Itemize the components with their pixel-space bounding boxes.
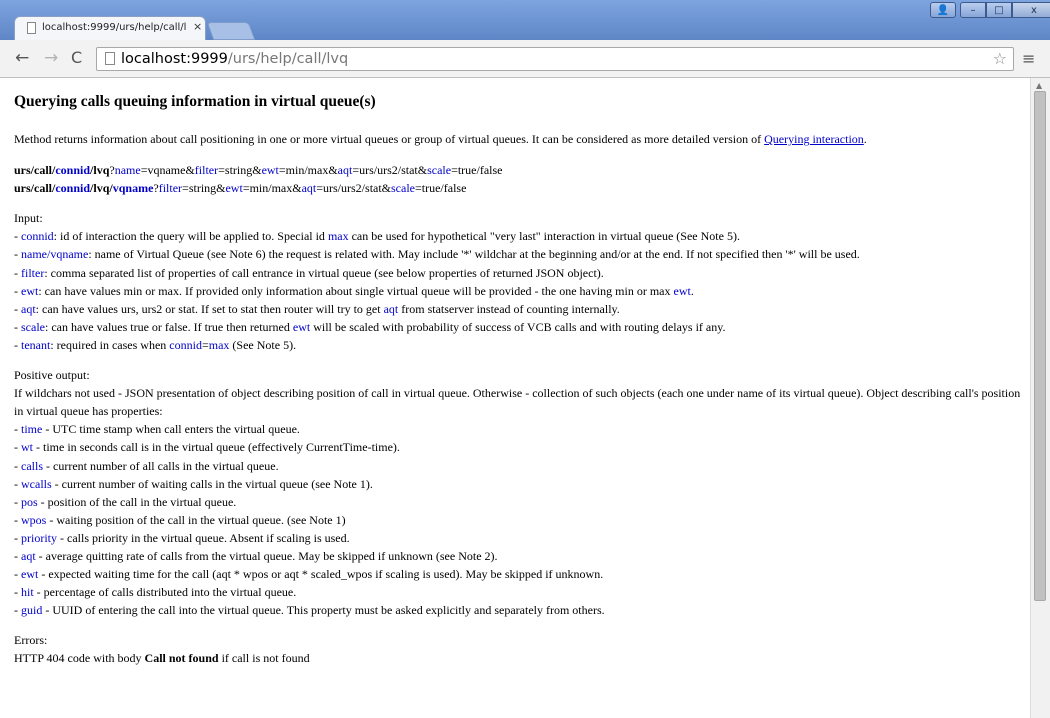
usage-line-2: urs/call/connid/lvq/vqname?filter=string&ewt=min/max&aqt=urs/urs2/stat&scale=true/false [14,181,467,196]
input-item-scale: - scale: can have values true or false. If true then returned ewt will be scaled with probability of success of VCB calls and with routing delays if any. [14,319,726,334]
forward-arrow-icon[interactable]: → [44,48,59,68]
tab-title: localhost:9999/urs/help/call/l [42,22,187,33]
output-description: If wildchars not used - JSON presentation of object describing position of call in virtual queue. Otherwise - collection of such objects (each one under name of its virtual queue). Object describing call's position in virtual queue has properties: [14,386,1021,419]
usage-line-1: urs/call/connid/lvq?name=vqname&filter=string&ewt=min/max&aqt=urs/urs2/stat&scale=true/false [14,163,503,178]
property-name: aqt [21,548,36,563]
property-name: wcalls [21,476,52,491]
property-item-time: - time - UTC time stamp when call enters the virtual queue. [14,422,300,437]
property-name: guid [21,603,43,618]
querying-interaction-link[interactable]: Querying interaction [764,132,864,146]
property-name: wpos [21,512,47,527]
url-text[interactable]: localhost:9999/urs/help/call/lvq [121,51,349,67]
property-name: priority [21,530,57,545]
input-item-ewt: - ewt: can have values min or max. If provided only information about single virtual queue will be provided - the one having min or max ewt. [14,283,694,298]
property-item-wpos: - wpos - waiting position of the call in the virtual queue. (see Note 1) [14,512,346,527]
page-icon [27,22,36,34]
page-icon [105,52,115,65]
property-item-wt: - wt - time in seconds call is in the virtual queue (effectively CurrentTime-time). [14,440,400,455]
input-item-filter: - filter: comma separated list of properties of call entrance in virtual queue (see below properties of returned JSON object). [14,265,604,280]
property-name: ewt [21,567,39,582]
property-name: pos [21,494,38,509]
input-item-tenant: - tenant: required in cases when connid=max (See Note 5). [14,337,297,352]
input-item-aqt: - aqt: can have values urs, urs2 or stat. If set to stat then router will try to get aqt from statserver instead of counting internally. [14,301,620,316]
user-icon[interactable]: 👤 [930,2,956,18]
reload-icon[interactable]: C [71,48,83,67]
property-name: time [21,422,43,437]
input-heading: Input: [14,211,43,226]
property-name: calls [21,458,43,473]
property-item-pos: - pos - position of the call in the virtual queue. [14,494,237,509]
browser-tab[interactable] [14,16,206,40]
close-button[interactable]: x [1012,2,1050,18]
vertical-scrollbar[interactable] [1030,78,1050,718]
minimize-button[interactable]: – [960,2,986,18]
errors-description: HTTP 404 code with body Call not found if call is not found [14,651,310,666]
properties-list [14,420,1026,619]
bookmark-star-icon[interactable]: ☆ [992,49,1007,68]
property-item-calls: - calls - current number of all calls in the virtual queue. [14,458,279,473]
browser-toolbar [0,40,1050,78]
property-item-priority: - priority - calls priority in the virtual queue. Absent if scaling is used. [14,530,350,545]
property-item-hit: - hit - percentage of calls distributed into the virtual queue. [14,585,297,600]
intro-paragraph: Method returns information about call positioning in one or more virtual queues or group of virtual queues. It can be considered as more detailed version of Querying interaction. [14,132,867,146]
property-item-ewt: - ewt - expected waiting time for the call (aqt * wpos or aqt * scaled_wpos if scaling is used). May be skipped if unknown. [14,567,604,582]
property-item-guid: - guid - UUID of entering the call into the virtual queue. This property must be asked explicitly and separately from others. [14,603,605,618]
page-title: Querying calls queuing information in virtual queue(s) [14,93,376,110]
tab-close-icon[interactable]: × [193,20,203,33]
window-controls [930,2,1050,20]
errors-heading: Errors: [14,633,48,648]
scroll-up-arrow-icon[interactable]: ▲ [1036,81,1043,90]
output-section [14,366,1026,619]
scrollbar-thumb[interactable] [1034,91,1046,601]
address-bar[interactable] [96,47,1014,71]
property-name: hit [21,585,34,600]
errors-section [14,631,1026,667]
input-item-connid: - connid: id of interaction the query will be applied to. Special id max can be used for hypothetical "very last" interaction in virtual queue (See Note 5). [14,229,740,244]
property-item-aqt: - aqt - average quitting rate of calls from the virtual queue. May be skipped if unknown (see Note 2). [14,548,498,563]
input-item-name: - name/vqname: name of Virtual Queue (see Note 6) the request is related with. May include '*' wildchar at the beginning and/or at the end. If not specified then '*' will be used. [14,247,860,262]
page-viewport [0,78,1050,718]
output-heading: Positive output: [14,368,90,383]
new-tab-button[interactable] [207,22,256,40]
property-item-wcalls: - wcalls - current number of waiting calls in the virtual queue (see Note 1). [14,476,373,491]
maximize-button[interactable]: □ [986,2,1012,18]
usage-block [14,161,1026,197]
input-section [14,209,1026,354]
back-arrow-icon[interactable]: ← [15,48,30,68]
help-document [14,92,1026,680]
menu-icon[interactable]: ≡ [1022,49,1036,68]
window-titlebar [0,0,1050,40]
property-name: wt [21,440,33,455]
